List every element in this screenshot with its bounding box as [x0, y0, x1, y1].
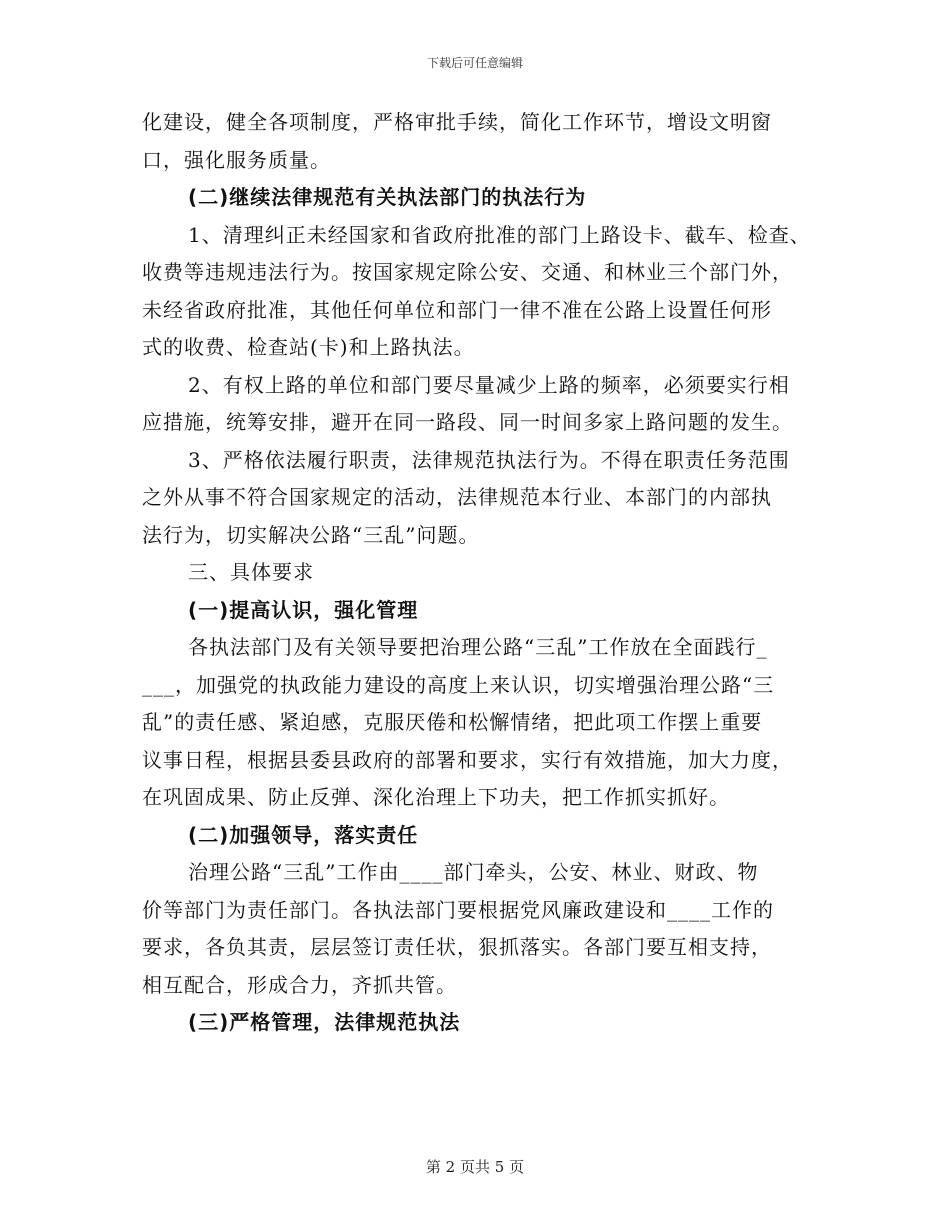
body-line: 乱”的责任感、紧迫感，克服厌倦和松懈情绪，把此项工作摆上重要: [142, 710, 763, 734]
body-line: 未经省政府批准，其他任何单位和部门一律不准在公路上设置任何形: [142, 297, 772, 322]
body-line: 在巩固成果、防止反弹、深化治理上下功夫，把工作抓实抓好。: [142, 785, 730, 809]
paragraph-start: 治理公路“三乱”工作由____部门牵头，公安、林业、财政、物: [188, 860, 759, 884]
body-line: 之外从事不符合国家规定的活动，法律规范本行业、本部门的内部执: [142, 485, 772, 509]
page-header: 下载后可任意编辑: [426, 56, 523, 70]
body-line: 相互配合，形成合力，齐抓共管。: [142, 972, 457, 997]
body-line: 式的收费、检查站(卡)和上路执法。: [142, 335, 475, 359]
body-line: 收费等违规违法行为。按国家规定除公安、交通、和林业三个部门外，: [142, 260, 793, 284]
body-line: 化建设，健全各项制度，严格审批手续，简化工作环节，增设文明窗: [142, 110, 772, 134]
body-line: 法行为，切实解决公路“三乱”问题。: [142, 522, 480, 547]
paragraph-start: 3、严格依法履行职责，法律规范执法行为。不得在职责任务范围: [188, 447, 790, 472]
section-heading: (二)加强领导，落实责任: [188, 822, 419, 847]
body-line: 议事日程，根据县委县政府的部署和要求，实行有效措施，加大力度，: [142, 747, 793, 772]
paragraph-start: 各执法部门及有关领导要把治理公路“三乱”工作放在全面践行_: [188, 635, 768, 659]
body-line: 口，强化服务质量。: [142, 147, 331, 172]
body-line: 要求，各负其责，层层签订责任状，狠抓落实。各部门要互相支持，: [142, 935, 772, 959]
section-heading: (一)提高认识，强化管理: [188, 597, 419, 622]
page-footer: 第 2 页共 5 页: [425, 1158, 525, 1176]
document-body: [142, 104, 832, 1042]
section-heading: (二)继续法律规范有关执法部门的执法行为: [188, 185, 587, 209]
paragraph-start: 2、有权上路的单位和部门要尽量减少上路的频率，必须要实行相: [188, 372, 790, 397]
chapter-heading: 三、具体要求: [188, 560, 314, 584]
body-line: ___，加强党的执政能力建设的高度上来认识，切实增强治理公路“三: [142, 672, 775, 697]
section-heading: (三)严格管理，法律规范执法: [188, 1010, 461, 1034]
body-line: 价等部门为责任部门。各执法部门要根据党风廉政建设和____工作的: [142, 897, 774, 922]
body-line: 应措施，统筹安排，避开在同一路段、同一时间多家上路问题的发生。: [142, 410, 793, 434]
paragraph-start: 1、清理纠正未经国家和省政府批准的部门上路设卡、截车、检查、: [188, 222, 811, 247]
